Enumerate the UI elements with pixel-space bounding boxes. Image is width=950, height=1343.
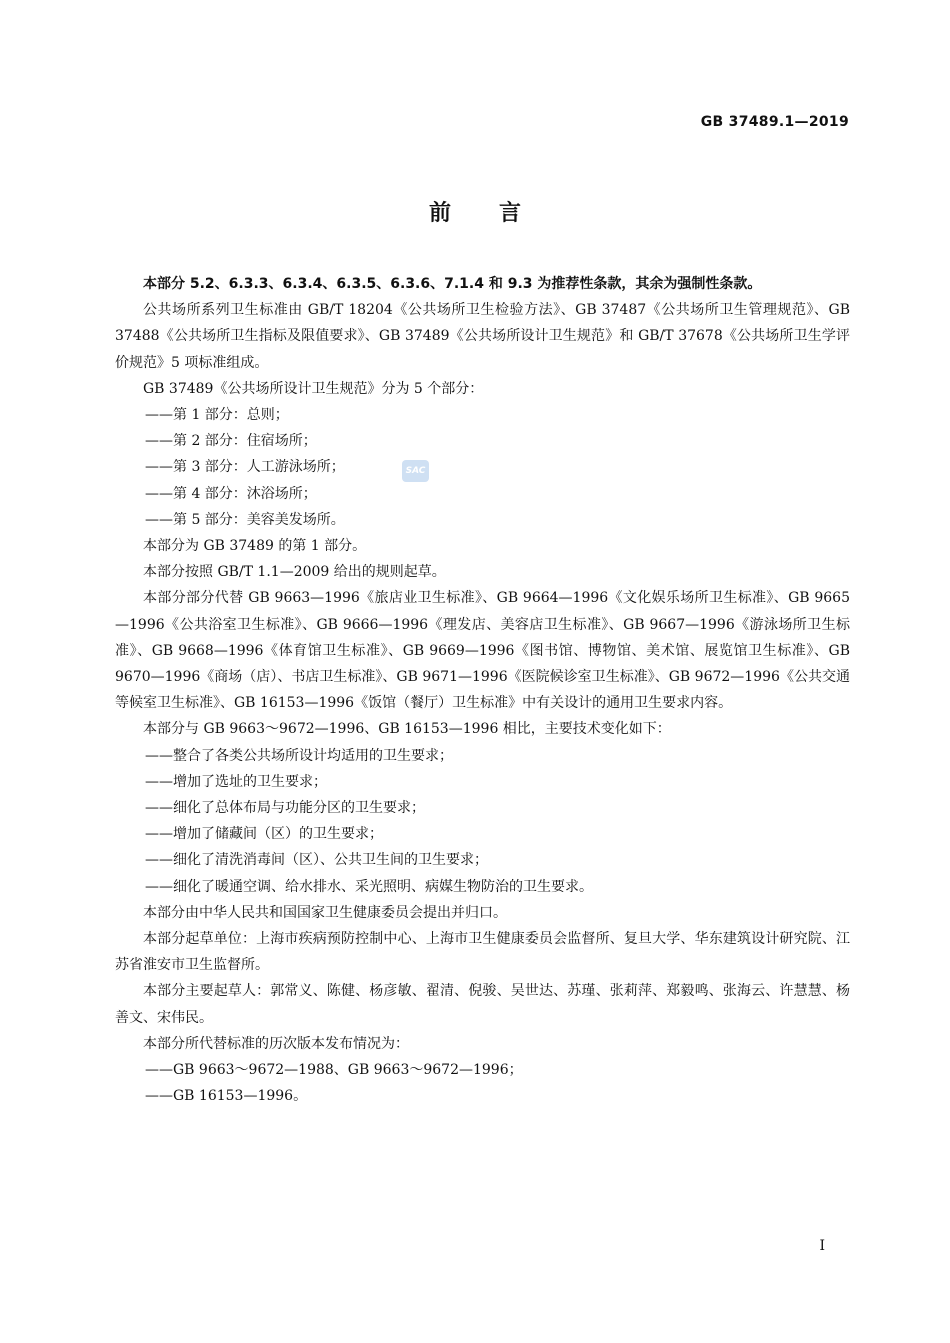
list-item: ——细化了总体布局与功能分区的卫生要求； xyxy=(145,800,425,817)
paragraph: 本部分主要起草人：郭常义、陈健、杨彦敏、翟清、倪骏、吴世达、苏瑾、张莉萍、郑毅鸣、张海云、许慧慧、杨善文、宋伟民。 xyxy=(115,983,850,1026)
page-number: I xyxy=(819,1238,825,1254)
paragraph: GB 37489《公共场所设计卫生规范》分为 5 个部分： xyxy=(143,380,484,397)
standard-code: GB 37489.1—2019 xyxy=(700,114,849,130)
clause-statement: 本部分 5.2、6.3.3、6.3.4、6.3.5、6.3.6、7.1.4 和 9.3 为推荐性条款，其余为强制性条款。 xyxy=(143,276,762,292)
paragraph: 本部分与 GB 9663～9672—1996、GB 16153—1996 相比，主要技术变化如下： xyxy=(143,721,671,738)
paragraph: 本部分由中华人民共和国国家卫生健康委员会提出并归口。 xyxy=(143,904,507,921)
list-item: ——GB 16153—1996。 xyxy=(145,1088,308,1105)
list-item: ——增加了选址的卫生要求； xyxy=(145,773,327,790)
paragraph: 本部分部分代替 GB 9663—1996《旅店业卫生标准》、GB 9664—1996《文化娱乐场所卫生标准》、GB 9665—1996《公共浴室卫生标准》、GB 9666—1996《理发店、美容店卫生标准》、GB 9667—1996《游泳场所卫生标准》、GB 9668—1996《体育馆卫生标准》、GB 9669—1996《图书馆、博物馆、美术馆、展览馆卫生标准》、GB 9670—1996《商场（店）、书店卫生标准》、GB 9671—1996《医院候诊室卫生标准》、GB 9672—1996《公共交通等候室卫生标准》、GB 16153—1996《饭馆（餐厅）卫生标准》中有关设计的通用卫生要求内容。 xyxy=(115,590,850,712)
list-item: ——GB 9663～9672—1988、GB 9663～9672—1996； xyxy=(145,1062,523,1079)
paragraph: 本部分为 GB 37489 的第 1 部分。 xyxy=(143,538,367,555)
list-item: ——细化了清洗消毒间（区）、公共卫生间的卫生要求； xyxy=(145,852,488,869)
list-item: ——第 3 部分：人工游泳场所； xyxy=(145,459,345,476)
list-item: ——第 5 部分：美容美发场所。 xyxy=(145,511,345,528)
foreword-body xyxy=(115,271,850,1110)
list-item: ——增加了储藏间（区）的卫生要求； xyxy=(145,826,383,843)
paragraph: 本部分按照 GB/T 1.1—2009 给出的规则起草。 xyxy=(143,564,446,581)
list-item: ——第 4 部分：沐浴场所； xyxy=(145,485,317,502)
list-item: ——整合了各类公共场所设计均适用的卫生要求； xyxy=(145,747,453,764)
list-item: ——第 1 部分：总则； xyxy=(145,407,289,424)
paragraph: 公共场所系列卫生标准由 GB/T 18204《公共场所卫生检验方法》、GB 37487《公共场所卫生管理规范》、GB 37488《公共场所卫生指标及限值要求》、GB 37489《公共场所设计卫生规范》和 GB/T 37678《公共场所卫生学评价规范》5 项标准组成。 xyxy=(115,302,850,371)
list-item: ——第 2 部分：住宿场所； xyxy=(145,433,317,450)
sac-watermark-logo: SAC xyxy=(402,460,429,482)
paragraph: 本部分起草单位：上海市疾病预防控制中心、上海市卫生健康委员会监督所、复旦大学、华东建筑设计研究院、江苏省淮安市卫生监督所。 xyxy=(115,931,850,974)
page-title: 前言 xyxy=(428,201,569,226)
paragraph: 本部分所代替标准的历次版本发布情况为： xyxy=(143,1035,409,1052)
list-item: ——细化了暖通空调、给水排水、采光照明、病媒生物防治的卫生要求。 xyxy=(145,878,593,895)
